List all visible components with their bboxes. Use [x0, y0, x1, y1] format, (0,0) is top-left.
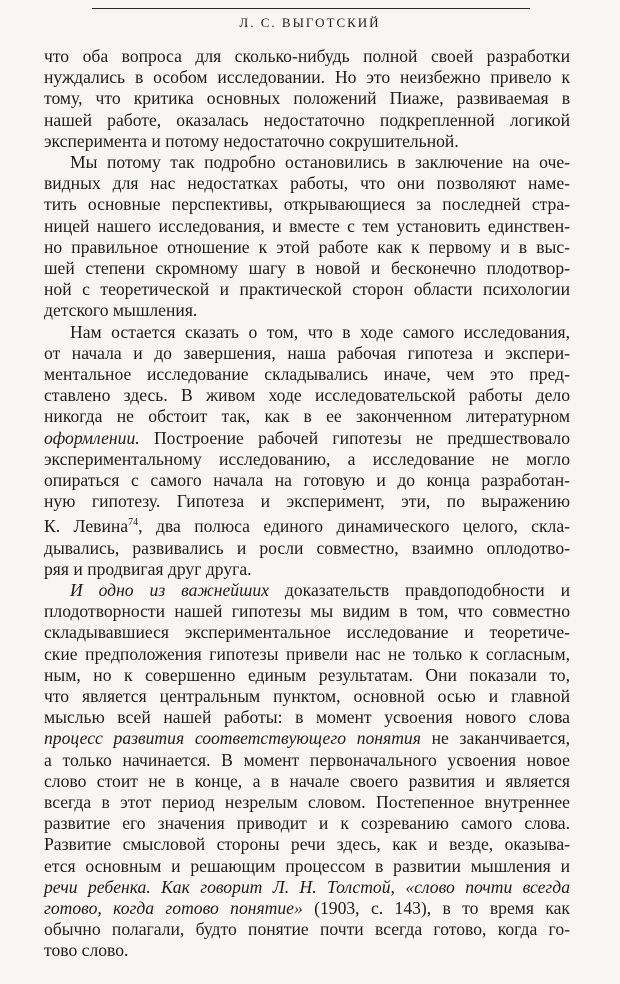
text-run: ряя и продвигая друг друга. [44, 558, 252, 579]
text-line [44, 46, 570, 67]
text-line [44, 665, 570, 686]
text-run: ставлено здесь. В живом ходе исследовательской работы дело [44, 385, 570, 406]
text-run: мыслью всей нашей работы: в момент усвоения нового слова [44, 707, 570, 728]
text-run: Развитие смысловой стороны речи здесь, как и везде, оказыва- [44, 834, 570, 855]
text-line [44, 343, 570, 364]
text-run: Нам остается сказать о том, что в ходе самого исследования, [70, 321, 570, 342]
text-run: доказательств правдоподобности и [269, 579, 571, 600]
text-line [44, 834, 570, 855]
text-run: дывались, развивались и росли совместно, взаимно оплодотво- [44, 537, 570, 558]
text-line [44, 559, 570, 580]
text-line [44, 813, 570, 834]
text-line [44, 707, 570, 728]
text-run: оформлении. [44, 427, 140, 448]
text-line [44, 470, 570, 491]
text-line [44, 601, 570, 622]
text-run: развитие его значения приводит и к созреванию самого слова. [44, 813, 570, 834]
text-line [44, 792, 570, 813]
text-run: нуждались в особом исследовании. Но это неизбежно привело к [44, 67, 570, 88]
text-run: ментальное исследование складывались иначе, чем это пред- [44, 364, 570, 385]
text-run: ным, но к совершенно единым результатам. Они показали то, [44, 664, 570, 685]
text-line [44, 644, 570, 665]
text-run: экспериментальному исследованию, а исследование не могло [44, 448, 570, 469]
text-line [44, 919, 570, 940]
text-run: что является центральным пунктом, основной осью и главной [44, 685, 570, 706]
running-head: Л. С. ВЫГОТСКИЙ [239, 15, 381, 30]
text-run: никогда не обстоит так, как в ее законченном литературном [44, 406, 570, 427]
text-run: ские предположения гипотезы привели нас не только к согласным, [44, 643, 570, 664]
text-run: тово слово. [44, 940, 129, 961]
text-line [44, 322, 570, 343]
text-line [44, 686, 570, 707]
text-line [44, 67, 570, 88]
text-run: не заканчивается, [420, 728, 570, 749]
text-run: тому, что критика основных положений Пиаже, развиваемая в [44, 88, 570, 109]
text-run: детского мышления. [44, 300, 198, 321]
text-line [44, 750, 570, 771]
text-run: И одно из важнейших [70, 579, 269, 600]
text-line [44, 449, 570, 470]
text-line [44, 131, 570, 152]
text-line [44, 406, 570, 427]
text-line [44, 877, 570, 898]
text-line [44, 300, 570, 321]
text-run: от начала и до завершения, наша рабочая гипотеза и экспери- [44, 342, 570, 363]
text-line [44, 258, 570, 279]
text-run: Построение рабочей гипотезы не предшествовало [139, 427, 570, 448]
text-run: тить основные перспективы, открывающиеся за последней стра- [44, 194, 570, 215]
text-run: (1903, с. 143), в то время как [302, 897, 570, 918]
text-line [44, 538, 570, 559]
text-run: что оба вопроса для сколько-нибудь полной своей разработки [44, 46, 570, 66]
text-run: К. Левина [44, 516, 129, 537]
text-line [44, 428, 570, 449]
body-text [44, 46, 570, 962]
text-line [44, 279, 570, 300]
text-line [44, 512, 570, 537]
text-run: видных для нас недостатках работы, что они позволяют наме- [44, 173, 570, 194]
text-run: плодотворности нашей гипотезы мы видим в том, что совместно [44, 601, 570, 622]
text-line [44, 580, 570, 601]
text-run: Мы потому так подробно остановились в заключение на оче- [70, 152, 570, 173]
text-line [44, 771, 570, 792]
paragraph [44, 46, 570, 152]
text-line [44, 491, 570, 512]
text-run: ется основным и решающим процессом в развитии мышления и [44, 855, 570, 876]
paragraph [44, 152, 570, 322]
text-run: процесс развития соответствующего понятия [44, 728, 421, 749]
text-run: речи ребенка. Как говорит Л. Н. Толстой, «слово почти всегда [44, 876, 570, 897]
text-run: ницей нашего исследования, и вместе с тем установить единствен- [44, 215, 570, 236]
text-line [44, 110, 570, 131]
text-run: , два полюса единого динамического целого, скла- [138, 516, 570, 537]
text-run: ную гипотезу. Гипотеза и эксперимент, эти, по выражению [44, 491, 570, 512]
text-line [44, 385, 570, 406]
paragraph [44, 322, 570, 580]
text-line [44, 88, 570, 109]
text-run: ной с теоретической и практической сторон области психологии [44, 279, 570, 300]
text-run: обычно полагали, будто понятие почти всегда готово, когда го- [44, 919, 570, 940]
text-run: готово, когда готово понятие» [44, 897, 303, 918]
text-line [44, 856, 570, 877]
text-line [44, 728, 570, 749]
text-line [44, 622, 570, 643]
text-line [44, 237, 570, 258]
text-run: а только начинается. В момент первоначального усвоения новое [44, 749, 570, 770]
top-rule [92, 8, 530, 9]
text-line [44, 940, 570, 961]
text-run: но правильное отношение к этой работе как к первому и в выс- [44, 236, 570, 257]
text-line [44, 173, 570, 194]
text-run: опираться с самого начала на готовую и до конца разработан- [44, 470, 570, 491]
text-run: слово стоит не в конце, а в начале своего развития и является [44, 770, 570, 791]
text-line [44, 216, 570, 237]
text-line [44, 194, 570, 215]
text-line [44, 152, 570, 173]
text-run: складывавшиеся экспериментальное исследование и теоретиче- [44, 622, 570, 643]
text-run: нашей работе, оказалась недостаточно подкрепленной логикой [44, 109, 570, 130]
footnote-ref: 74 [128, 517, 139, 529]
text-run: шей степени скромному шагу в новой и бесконечно плодотвор- [44, 258, 570, 279]
text-run: эксперимента и потому недостаточно сокрушительной. [44, 130, 459, 151]
paragraph [44, 580, 570, 962]
text-line [44, 364, 570, 385]
text-line [44, 898, 570, 919]
text-run: всегда в этот период незрелым словом. Постепенное внутреннее [44, 791, 570, 812]
